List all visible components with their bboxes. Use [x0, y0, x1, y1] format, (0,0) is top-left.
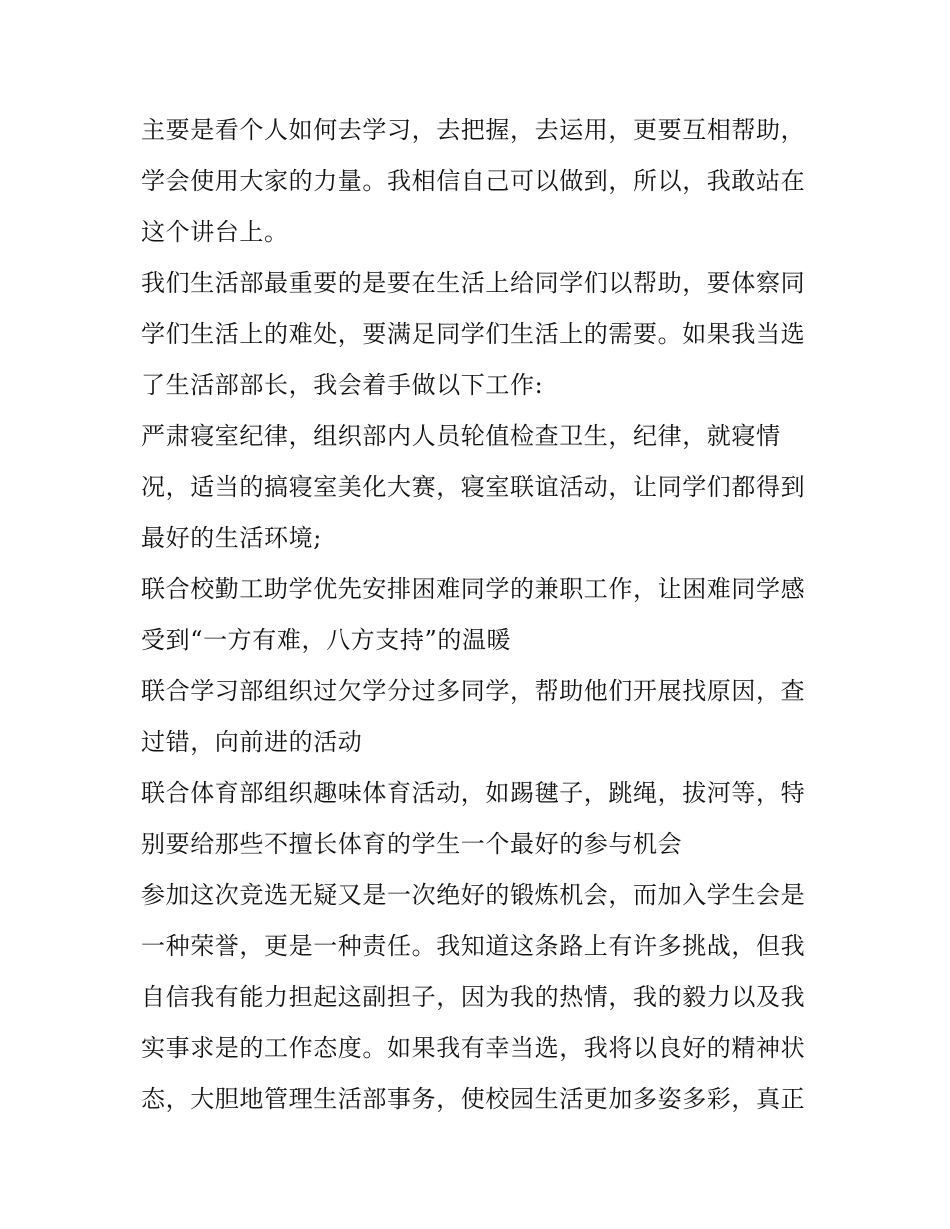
text-line: 主要是看个人如何去学习，去把握，去运用，更要互相帮助，: [141, 116, 806, 144]
text-line: 态，大胆地管理生活部事务，使校园生活更加多姿多彩，真正: [141, 1085, 806, 1113]
text-line: 一种荣誉，更是一种责任。我知道这条路上有许多挑战，但我: [141, 932, 806, 960]
text-line: 况，适当的搞寝室美化大赛，寝室联谊活动，让同学们都得到: [141, 473, 806, 501]
text-line: 自信我有能力担起这副担子，因为我的热情，我的毅力以及我: [141, 983, 806, 1011]
body-text: [141, 105, 821, 1125]
text-line: 联合校勤工助学优先安排困难同学的兼职工作，让困难同学感: [141, 575, 806, 603]
text-line: 学们生活上的难处，要满足同学们生活上的需要。如果我当选: [141, 320, 806, 348]
text-line: 我们生活部最重要的是要在生活上给同学们以帮助，要体察同: [141, 269, 806, 297]
text-line: 联合学习部组织过欠学分过多同学，帮助他们开展找原因，查: [141, 677, 806, 705]
text-line: 最好的生活环境;: [141, 524, 322, 552]
text-line: 受到“一方有难，八方支持”的温暖: [141, 626, 512, 654]
text-line: 这个讲台上。: [141, 218, 289, 246]
text-line: 学会使用大家的力量。我相信自己可以做到，所以，我敢站在: [141, 167, 806, 195]
text-line: 实事求是的工作态度。如果我有幸当选，我将以良好的精神状: [141, 1034, 806, 1062]
text-line: 严肃寝室纪律，组织部内人员轮值检查卫生，纪律，就寝情: [141, 422, 781, 450]
text-line: 别要给那些不擅长体育的学生一个最好的参与机会: [141, 830, 683, 858]
text-line: 参加这次竞选无疑又是一次绝好的锻炼机会，而加入学生会是: [141, 881, 806, 909]
text-line: 过错，向前进的活动: [141, 728, 363, 756]
text-line: 了生活部部长，我会着手做以下工作:: [141, 371, 544, 399]
text-line: 联合体育部组织趣味体育活动，如踢毽子，跳绳，拔河等，特: [141, 779, 806, 807]
